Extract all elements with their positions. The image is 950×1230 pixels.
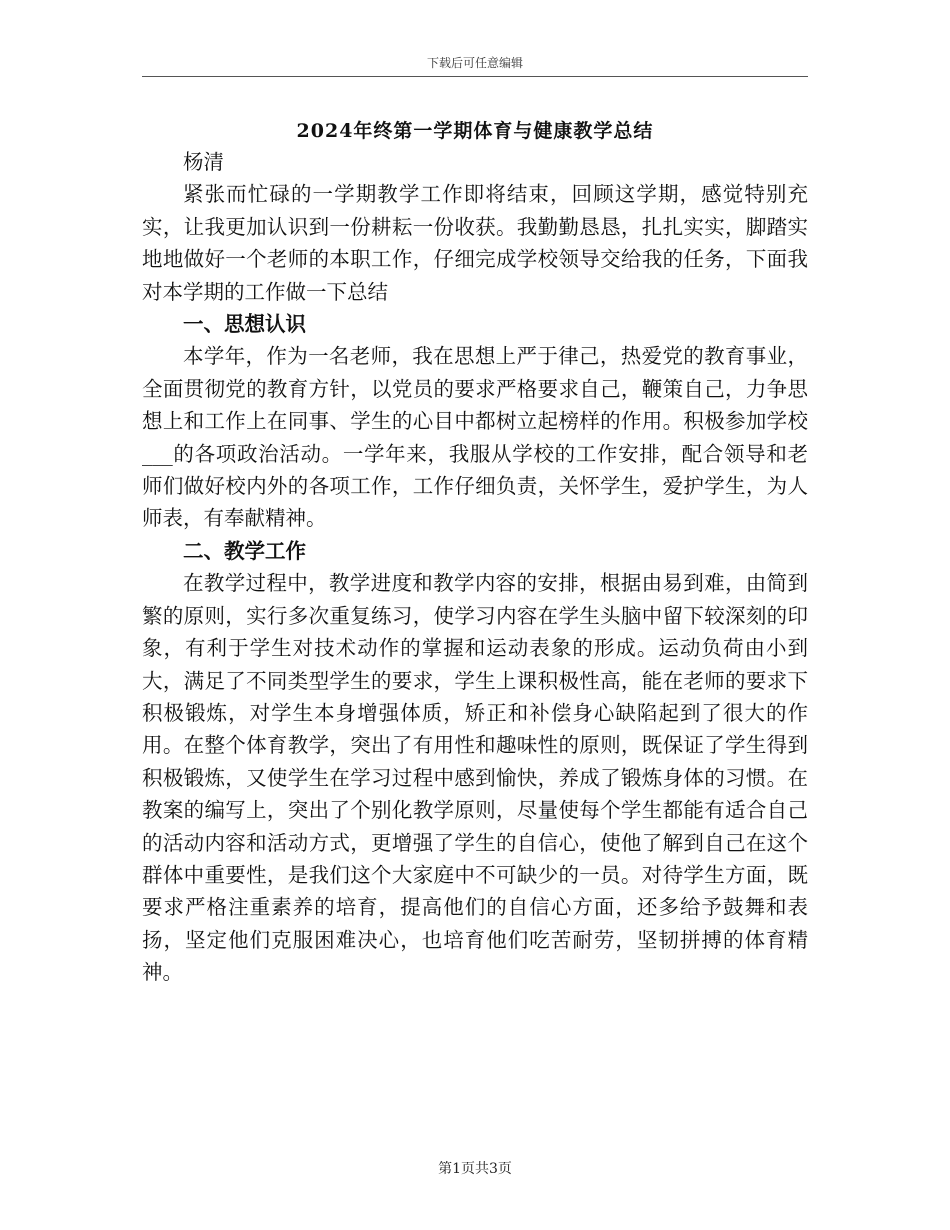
- teaching-paragraph: 在教学过程中，教学进度和教学内容的安排，根据由易到难，由简到繁的原则，实行多次重复练习，使学习内容在学生头脑中留下较深刻的印象，有利于学生对技术动作的掌握和运动表象的形成。运动负荷由小到大，满足了不同类型学生的要求，学生上课积极性高，能在老师的要求下积极锻炼，对学生本身增强体质，矫正和补偿身心缺陷起到了很大的作用。在整个体育教学，突出了有用性和趣味性的原则，既保证了学生得到积极锻炼，又使学生在学习过程中感到愉快，养成了锻炼身体的习惯。在教案的编写上，突出了个别化教学原则，尽量使每个学生都能有适合自己的活动内容和活动方式，更增强了学生的自信心，使他了解到自己在这个群体中重要性，是我们这个大家庭中不可缺少的一员。对待学生方面，既要求严格注重素养的培育，提高他们的自信心方面，还多给予鼓舞和表扬，坚定他们克服困难决心，也培育他们吃苦耐劳，坚韧拼搏的体育精神。: [142, 571, 808, 985]
- document-title: 2024年终第一学期体育与健康教学总结: [296, 120, 654, 142]
- document-body: [142, 146, 808, 989]
- section-heading-thought: 一、思想认识: [183, 312, 306, 337]
- page-number: 第1页共3页: [438, 1161, 512, 1177]
- section-heading-teaching: 二、教学工作: [183, 538, 306, 563]
- intro-paragraph: 紧张而忙碌的一学期教学工作即将结束，回顾这学期，感觉特别充实，让我更加认识到一份耕耘一份收获。我勤勤恳恳，扎扎实实，脚踏实地地做好一个老师的本职工作，仔细完成学校领导交给我的任务，下面我对本学期的工作做一下总结: [142, 182, 808, 304]
- thought-paragraph: 本学年，作为一名老师，我在思想上严于律己，热爱党的教育事业，全面贯彻党的教育方针，以党员的要求严格要求自己，鞭策自己，力争思想上和工作上在同事、学生的心目中都树立起榜样的作用。积极参加学校___的各项政治活动。一学年来，我服从学校的工作安排，配合领导和老师们做好校内外的各项工作，工作仔细负责，关怀学生，爱护学生，为人师表，有奉献精神。: [142, 344, 808, 531]
- header-note: 下载后可任意编辑: [426, 56, 523, 70]
- author-name: 杨清: [183, 150, 224, 174]
- header-divider: [142, 76, 808, 77]
